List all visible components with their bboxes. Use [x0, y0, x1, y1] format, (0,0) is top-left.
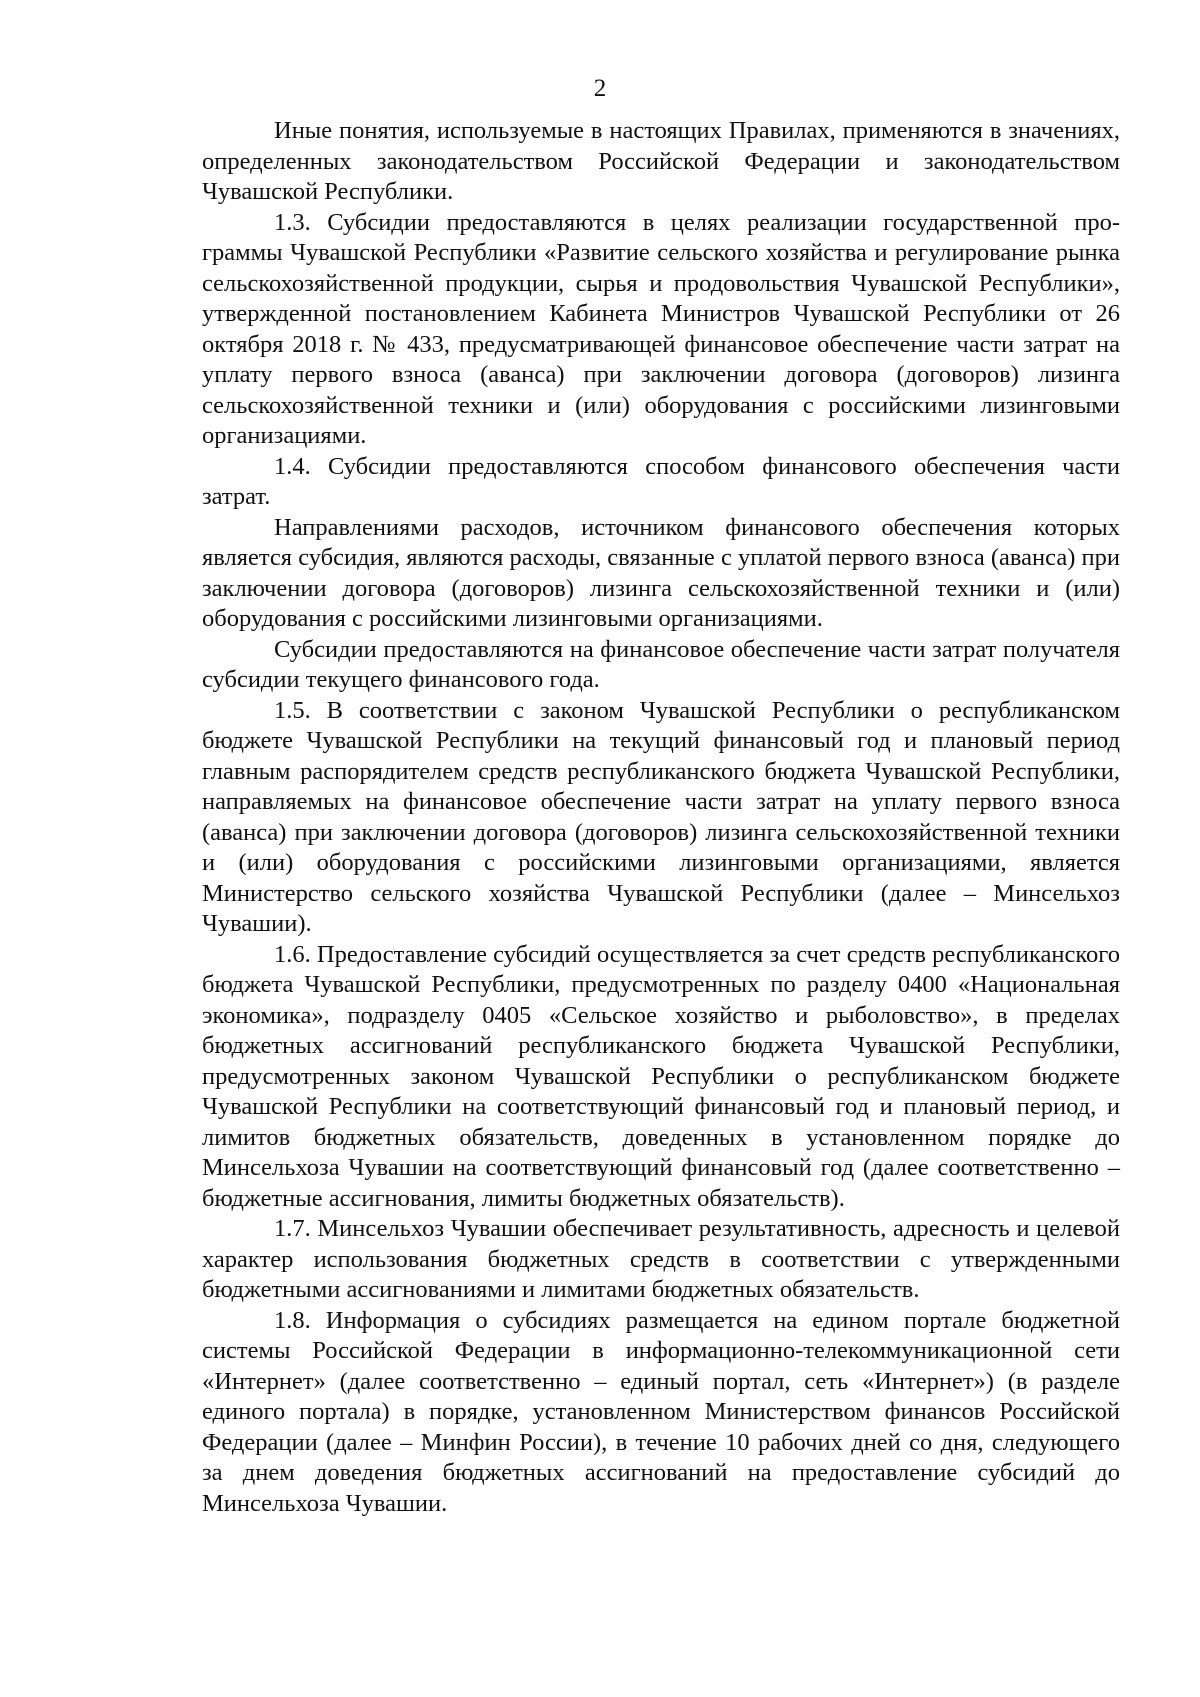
page-number: 2	[593, 75, 607, 102]
paragraph-1-3: 1.3. Субсидии предоставляются в целях реализации государственной программы Чувашской Республики «Развитие сельского хозяйства и регулирование рынка сельскохозяйственной продукции, сырья и продовольствия Чувашской Республики», утвержденной постановлением Кабинета Министров Чувашской Республики от 26 октября 2018 г. № 433, предусматривающей финансовое обеспечение части затрат на уплату первого взноса (аванса) при заключении договора (договоров) лизинга сельскохозяйственной техники и (или) оборудования с российскими лизинговыми организациями.	[202, 208, 1120, 449]
paragraph-1-6: 1.6. Предоставление субсидий осуществляется за счет средств республиканского бюджета Чувашской Республики, предусмотренных по разделу 0400 «Национальная экономика», подразделу 0405 «Сельское хозяйство и рыболовство», в пределах бюджетных ассигнований республиканского бюджета Чувашской Республики, предусмотренных законом Чувашской Республики о республиканском бюджете Чувашской Республики на соответствующий финансовый год и плановый период, и лимитов бюджетных обязательств, доведенных в установленном порядке до Минсельхоза Чувашии на соответствующий финансовый год (далее соответственно – бюджетные ассигнования, лимиты бюджетных обязательств).	[202, 940, 1120, 1212]
paragraph-1-7: 1.7. Минсельхоз Чувашии обеспечивает результативность, адресность и целевой характер использования бюджетных средств в соответствии с утвержденными бюджетными ассигнованиями и лимитами бюджетных обязательств.	[202, 1215, 1120, 1303]
paragraph-1-5: 1.5. В соответствии с законом Чувашской Республики о республиканском бюджете Чувашской Республики на текущий финансовый год и плановый период главным распорядителем средств республиканского бюджета Чувашской Республики, направляемых на финансовое обеспечение части затрат на уплату первого взноса (аванса) при заключении договора (договоров) лизинга сельскохозяйственной техники и (или) оборудования с российскими лизинговыми организациями, является Министерство сельского хозяйства Чувашской Республики (далее – Минсельхоз Чувашии).	[202, 696, 1120, 937]
paragraph-1-8: 1.8. Информация о субсидиях размещается на едином портале бюджетной системы Российской Федерации в информационно-телекоммуникационной сети «Интернет» (далее соответственно – единый портал, сеть «Интернет») (в разделе единого портала) в порядке, установленном Министерством финансов Российской Федерации (далее – Минфин России), в течение 10 рабочих дней со дня, следующего за днем доведения бюджетных ассигнований на предоставление субсидий до Минсельхоза Чувашии.	[202, 1306, 1120, 1517]
document-body	[202, 116, 1120, 1519]
paragraph-1-4: 1.4. Субсидии предоставляются способом финансового обеспечения части затрат.	[202, 452, 1120, 510]
paragraph-current-year: Субсидии предоставляются на финансовое обеспечение части затрат получателя субсидии текущего финансового года.	[202, 635, 1120, 693]
paragraph-expense-directions: Направлениями расходов, источником финансового обеспечения которых является субсидия, являются расходы, связанные с уплатой первого взноса (аванса) при заключении договора (договоров) лизинга сельскохозяйственной техники и (или) оборудования с российскими лизинговыми организациями.	[202, 513, 1120, 632]
paragraph-other-terms: Иные понятия, используемые в настоящих Правилах, применяются в значениях, определенных законодательством Российской Федерации и законодательством Чувашской Республики.	[202, 117, 1120, 205]
